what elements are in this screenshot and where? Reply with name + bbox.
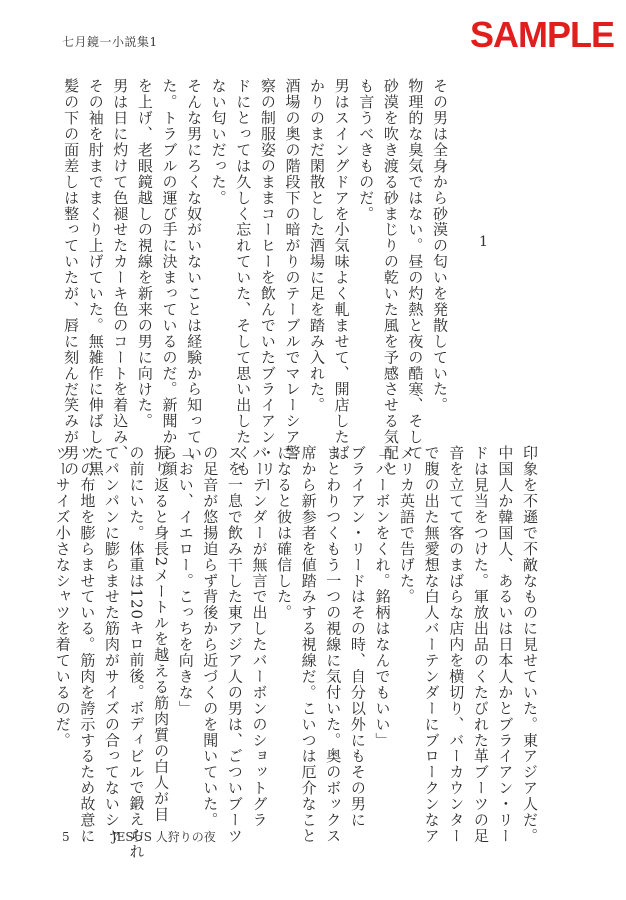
text-line: ない匂いだった。	[209, 78, 228, 206]
text-line: そんな男にろくな奴がいないことは経験から知ってい	[185, 78, 204, 461]
text-line: ブライアン・リードはその時、自分以外にもその男に	[348, 445, 367, 828]
text-line: ツの布地を膨らませている。筋肉を誇示するため故意に	[78, 445, 97, 844]
sample-watermark: SAMPLE	[470, 14, 615, 55]
text-line: 察の制服姿のままコーヒーを飲んでいたブライアン・リー	[258, 78, 277, 493]
text-line: も言うべきものだ。	[357, 78, 376, 222]
text-line: 男は日に灼けて色褪せたカーキ色のコートを着込み、	[111, 78, 130, 461]
text-line: の前にいた。体重は120キロ前後。ボディビルで鍛えられ	[127, 445, 146, 860]
text-line: 「おい、イエロー。こっちを向きな」	[176, 445, 195, 717]
text-line: かりのまだ閑散とした酒場に足を踏み入れた。	[308, 78, 327, 413]
text-line: 「バーボンをくれ。銘柄はなんでもいい」	[373, 445, 392, 749]
text-line: 男はスイングドアを小気味よく軋ませて、開店したば	[332, 78, 351, 461]
text-line: 砂漠を吹き渡る砂まじりの乾いた風を予感させる気配と	[381, 78, 400, 477]
running-header: 七月鏡一小説集1	[62, 35, 158, 49]
book-title: JESUS 人狩りの夜	[111, 830, 216, 844]
text-line: 印象を不遜で不敵なものに見せていた。東アジア人だ。	[521, 445, 539, 844]
text-line: その男は全身から砂漠の匂いを発散していた。	[431, 78, 449, 413]
section-number: 1	[479, 234, 488, 250]
text-line: まとわりつくもう一つの視線に気付いた。奥のボックス	[324, 445, 343, 844]
text-line: 酒場の奥の階段下の暗がりのテーブルでマレーシア警	[283, 78, 302, 461]
text-line: になると彼は確信した。	[275, 445, 294, 621]
text-line: 振り返ると身長2メートルを越える筋肉質の白人が目	[152, 445, 171, 823]
text-line: で腹の出た無愛想な白人バーテンダーにブロークンなア	[422, 445, 441, 844]
text-line: バーテンダーが無言で出したバーボンのショットグラ	[250, 445, 269, 828]
page-number: 5	[62, 830, 70, 844]
text-line: ツーサイズ小さなシャツを着ているのだ。	[53, 445, 72, 749]
text-line: その袖を肘までまくり上げていた。無雑作に伸ばした黒	[86, 78, 105, 477]
text-line: た。トラブルの運び手に決まっているのだ。新聞から顔	[160, 78, 179, 477]
text-line: ドは見当をつけた。軍放出品のくたびれた革ブーツの足	[471, 445, 490, 844]
text-line: 髪の下の面差しは整っていたが、唇に刻んだ笑みが男の	[62, 78, 81, 477]
text-line: 席から新参者を値踏みする視線だ。こいつは厄介なこと	[299, 445, 318, 844]
page-footer	[62, 828, 216, 845]
text-line: 音を立てて客のまばらな店内を横切り、バーカウンター	[447, 445, 466, 844]
text-line: を上げ、老眼鏡越しの視線を新来の男に向けた。	[135, 78, 154, 429]
text-line: の足音が悠揚迫らず背後から近づくのを聞いていた。	[201, 445, 220, 828]
text-line: てパンパンに膨らませた筋肉がサイズの合ってないシャ	[102, 445, 121, 844]
text-line: スを一息で飲み干した東アジア人の男は、ごついブーツ	[225, 445, 244, 844]
text-line: 物理的な臭気ではない。昼の灼熱と夜の酷寒、そして	[406, 78, 425, 461]
text-line: 中国人か韓国人、あるいは日本人かとブライアン・リー	[496, 445, 515, 844]
text-line: メリカ英語で告げた。	[398, 445, 417, 605]
body-text-upper	[62, 78, 452, 493]
text-line: ドにとっては久しく忘れていた、そして思い出したくも	[234, 78, 253, 477]
